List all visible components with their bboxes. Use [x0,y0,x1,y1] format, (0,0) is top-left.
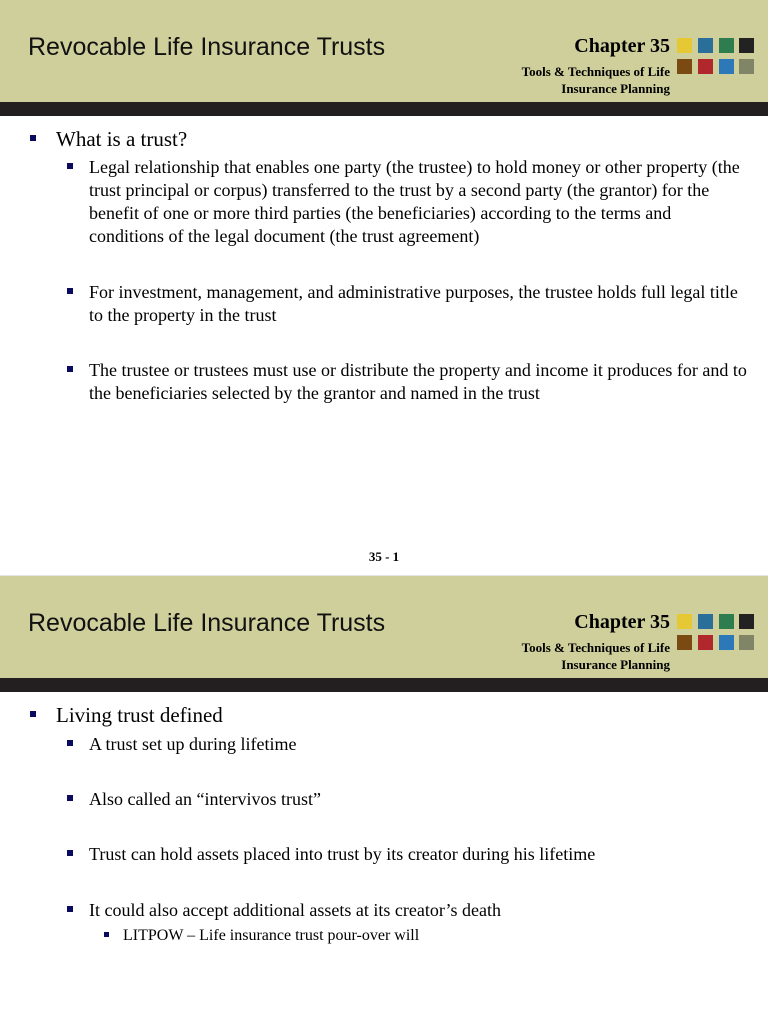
bullet-icon [67,366,73,372]
bullet-icon [104,932,109,937]
slide-title: Revocable Life Insurance Trusts [28,609,386,637]
color-square [719,38,734,53]
header-bar [0,678,768,692]
bullet-icon [67,740,73,746]
book-subtitle-line-2: Insurance Planning [561,657,670,672]
color-squares-logo [677,614,757,654]
color-square [739,614,754,629]
bullet-text: Trust can hold assets placed into trust by its creator during his lifetime [89,844,596,864]
bullet-icon [67,163,73,169]
sub-bullet-item [67,843,747,866]
bullet-icon [67,850,73,856]
slide-2 [0,576,768,1024]
color-square [677,59,692,74]
bullet-icon [67,906,73,912]
bullet-icon [67,288,73,294]
chapter-label: Chapter 35 [574,611,670,633]
bullet-item [30,127,750,151]
sub-sub-bullet-item [104,926,744,946]
color-square [698,59,713,74]
bullet-icon [30,711,36,717]
bullet-text: It could also accept additional assets at its creator’s death [89,900,502,920]
bullet-text: The trustee or trustees must use or distribute the property and income it produces for and to the beneficiaries selected by the grantor and named in the trust [89,360,747,403]
color-square [698,38,713,53]
bullet-text: Living trust defined [56,703,223,727]
color-square [698,635,713,650]
sub-bullet-item [67,788,747,811]
color-square [719,635,734,650]
sub-bullet-item [67,359,747,405]
bullet-text: Also called an “intervivos trust” [89,789,321,809]
sub-bullet-item [67,899,747,922]
sub-bullet-item [67,733,747,756]
color-square [739,59,754,74]
book-subtitle-line-1: Tools & Techniques of Life [521,640,670,655]
sub-bullet-item [67,281,747,327]
color-square [677,614,692,629]
color-square [719,614,734,629]
bullet-icon [30,135,36,141]
book-subtitle [522,639,670,673]
slide-header [0,576,768,678]
bullet-item [30,703,750,727]
color-square [698,614,713,629]
chapter-label: Chapter 35 [574,35,670,57]
book-subtitle-line-2: Insurance Planning [561,81,670,96]
color-square [739,38,754,53]
bullet-text: A trust set up during lifetime [89,734,297,754]
book-subtitle-line-1: Tools & Techniques of Life [521,64,670,79]
color-square [677,38,692,53]
color-square [719,59,734,74]
color-square [739,635,754,650]
sub-bullet-item [67,156,747,248]
color-square [677,635,692,650]
slide-number: 35 - 1 [368,549,400,564]
slide-title: Revocable Life Insurance Trusts [28,33,386,61]
bullet-text: What is a trust? [56,127,188,151]
slide-header [0,0,768,102]
bullet-text: LITPOW – Life insurance trust pour-over will [123,927,420,944]
color-squares-logo [677,38,757,78]
bullet-text: Legal relationship that enables one party (the trustee) to hold money or other property (the trust principal or corpus) transferred to the trust by a second party (the grantor) for the benefit of one or more third parties (the beneficiaries) according to the terms and conditions of the legal document (the trust agreement) [89,157,740,246]
bullet-icon [67,795,73,801]
bullet-text: For investment, management, and administrative purposes, the trustee holds full legal title to the property in the trust [89,282,738,325]
book-subtitle [522,63,670,97]
header-bar [0,102,768,116]
